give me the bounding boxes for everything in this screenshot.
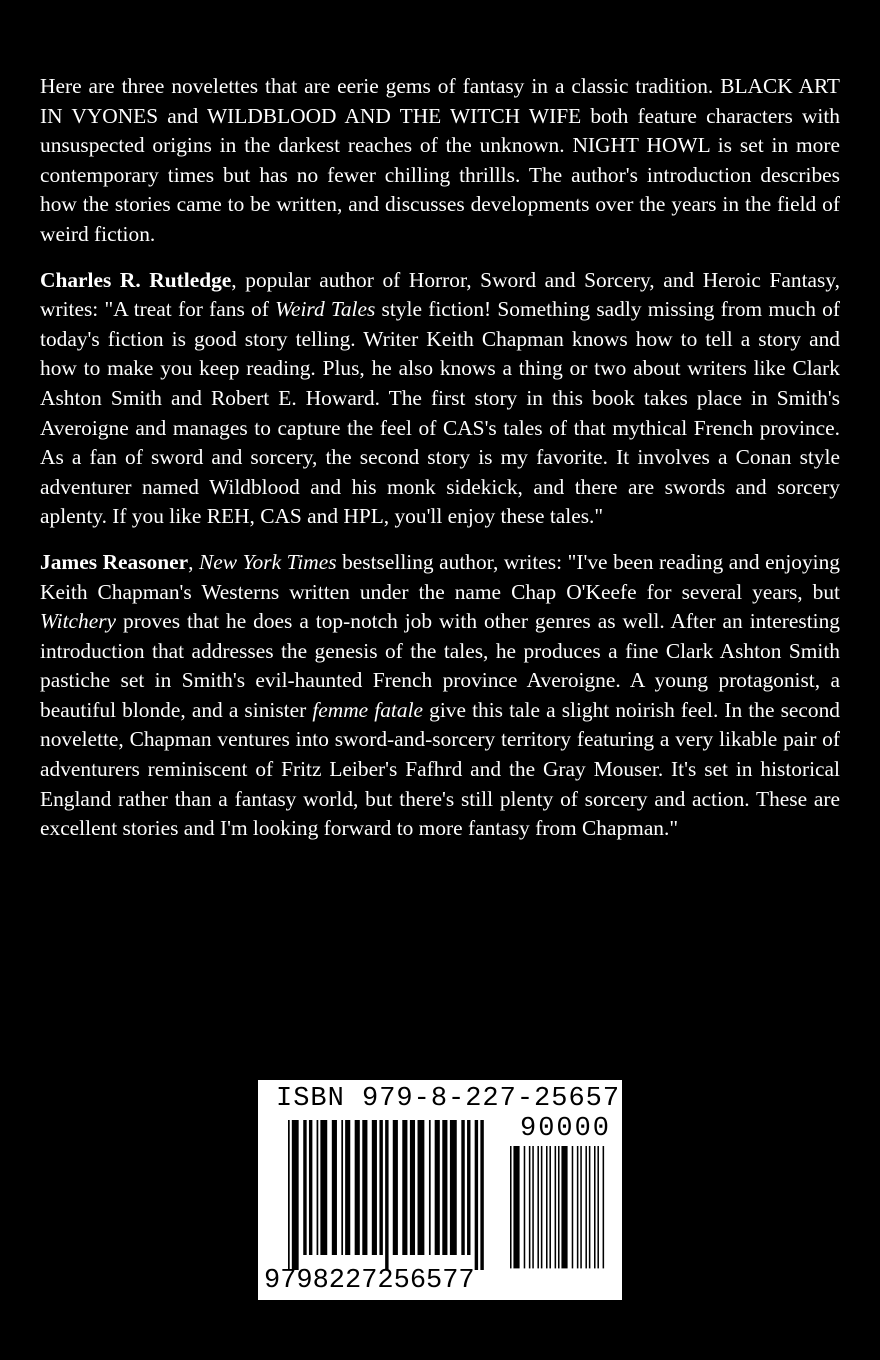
barcode-bar bbox=[558, 1146, 560, 1268]
barcode-bar bbox=[320, 1120, 327, 1255]
barcode-bar bbox=[345, 1120, 350, 1255]
barcode-bar bbox=[393, 1120, 398, 1255]
barcode-bar bbox=[572, 1146, 574, 1268]
blurb-paragraph-description: Here are three novelettes that are eerie gems of fantasy in a classic tradition. BLACK ART IN VYONES and WILDBLOOD AND THE WITCH WIFE both feature characters with unsuspected origins in the darkest reaches of the unknown. NIGHT HOWL is set in more contemporary times but has no fewer chilling thrillls. The author's introduction describes how the stories came to be written, and discusses developments over the years in the field of weird fiction. bbox=[40, 74, 840, 246]
barcode-bar bbox=[561, 1146, 567, 1268]
blurb-paragraph-reasoner-quote: James Reasoner, New York Times bestselling author, writes: "I've been reading and enjoying Keith Chapman's Westerns written under the name Chap O'Keefe for several years, but Witchery proves that he does a top-notch job with other genres as well. After an interesting introduction that addresses the genesis of the tales, he produces a fine Clark Ashton Smith pastiche set in Smith's evil-haunted French province Averoigne. A young protagonist, a beautiful blonde, and a sinister femme fatale give this tale a slight noirish feel. In the second novelette, Chapman ventures into sword-and-sorcery territory featuring a very likable pair of adventurers reminiscent of Fritz Leiber's Fafhrd and the Gray Mouser. It's set in historical England rather than a fantasy world, but there's still plenty of sorcery and action. These are excellent stories and I'm looking forward to more fantasy from Chapman." bbox=[40, 549, 840, 841]
barcode-bar bbox=[549, 1146, 551, 1268]
barcode-bar bbox=[532, 1146, 534, 1268]
barcode-bar bbox=[362, 1120, 367, 1255]
italic-title: Witchery bbox=[40, 609, 117, 634]
barcode-bar bbox=[537, 1146, 539, 1268]
barcode-bar bbox=[524, 1146, 526, 1268]
barcode-bar bbox=[467, 1120, 470, 1255]
ean-barcode-bars bbox=[288, 1120, 488, 1270]
barcode-bar bbox=[461, 1120, 464, 1255]
barcode-bar bbox=[435, 1120, 440, 1255]
barcode-bar bbox=[309, 1120, 312, 1255]
barcode-bar bbox=[555, 1146, 557, 1268]
barcode-bar bbox=[594, 1146, 596, 1268]
barcode-bar bbox=[510, 1146, 512, 1268]
barcode-bar bbox=[355, 1120, 360, 1255]
barcode-bar bbox=[288, 1120, 290, 1270]
barcode-bar bbox=[589, 1146, 591, 1268]
barcode-bar bbox=[585, 1146, 587, 1268]
barcode-bar bbox=[442, 1120, 447, 1255]
barcode-bar bbox=[410, 1120, 415, 1255]
barcode-bar bbox=[577, 1146, 579, 1268]
back-cover-blurb bbox=[40, 72, 840, 860]
isbn-barcode-box bbox=[258, 1080, 655, 1300]
barcode-bar bbox=[580, 1146, 582, 1268]
barcode-bar bbox=[529, 1146, 531, 1268]
barcode-bar bbox=[480, 1120, 483, 1270]
barcode-bar bbox=[385, 1120, 388, 1270]
barcode-bar bbox=[317, 1120, 319, 1255]
barcode-bar bbox=[541, 1146, 543, 1268]
blurb-paragraph-rutledge-quote: Charles R. Rutledge, popular author of Horror, Sword and Sorcery, and Heroic Fantasy, writes: "A treat for fans of Weird Tales style fiction! Something sadly missing from much of today's fiction is good story telling. Writer Keith Chapman knows how to tell a story and how to make you keep reading. Plus, he also knows a thing or two about writers like Clark Ashton Smith and Robert E. Howard. The first story in this book takes place in Smith's Averoigne and manages to capture the feel of CAS's tales of that mythical French province. As a fan of sword and sorcery, the second story is my favorite. It involves a Conan style adventurer named Wildblood and his monk sidekick, and there are swords and sorcery aplenty. If you like REH, CAS and HPL, you'll enjoy these tales." bbox=[40, 267, 840, 529]
barcode-bar bbox=[418, 1120, 425, 1255]
barcode-bar bbox=[546, 1146, 548, 1268]
italic-title: Weird Tales bbox=[275, 297, 376, 322]
italic-phrase: femme fatale bbox=[312, 697, 424, 722]
barcode-bar bbox=[303, 1120, 306, 1255]
barcode-bar bbox=[429, 1120, 431, 1255]
barcode-bar bbox=[402, 1120, 407, 1255]
price-code: 90000 bbox=[520, 1114, 612, 1144]
reviewer-name: James Reasoner bbox=[40, 549, 189, 574]
barcode-bar bbox=[450, 1120, 457, 1255]
barcode-bar bbox=[332, 1120, 337, 1255]
barcode-bar bbox=[513, 1146, 519, 1268]
italic-title: New York Times bbox=[199, 549, 337, 574]
reviewer-name: Charles R. Rutledge bbox=[40, 267, 232, 292]
barcode-bar bbox=[341, 1120, 343, 1255]
barcode-bar bbox=[603, 1146, 605, 1268]
isbn-label: ISBN 979-8-227-25657-7 bbox=[276, 1084, 655, 1114]
barcode-bar bbox=[475, 1120, 478, 1270]
barcode-bar bbox=[292, 1120, 299, 1270]
barcode-bar bbox=[597, 1146, 599, 1268]
barcode-bar bbox=[379, 1120, 382, 1255]
barcode-bar bbox=[372, 1120, 377, 1255]
addon-barcode-bars bbox=[510, 1146, 606, 1282]
ean-digits: 9798227256577 bbox=[264, 1266, 475, 1296]
